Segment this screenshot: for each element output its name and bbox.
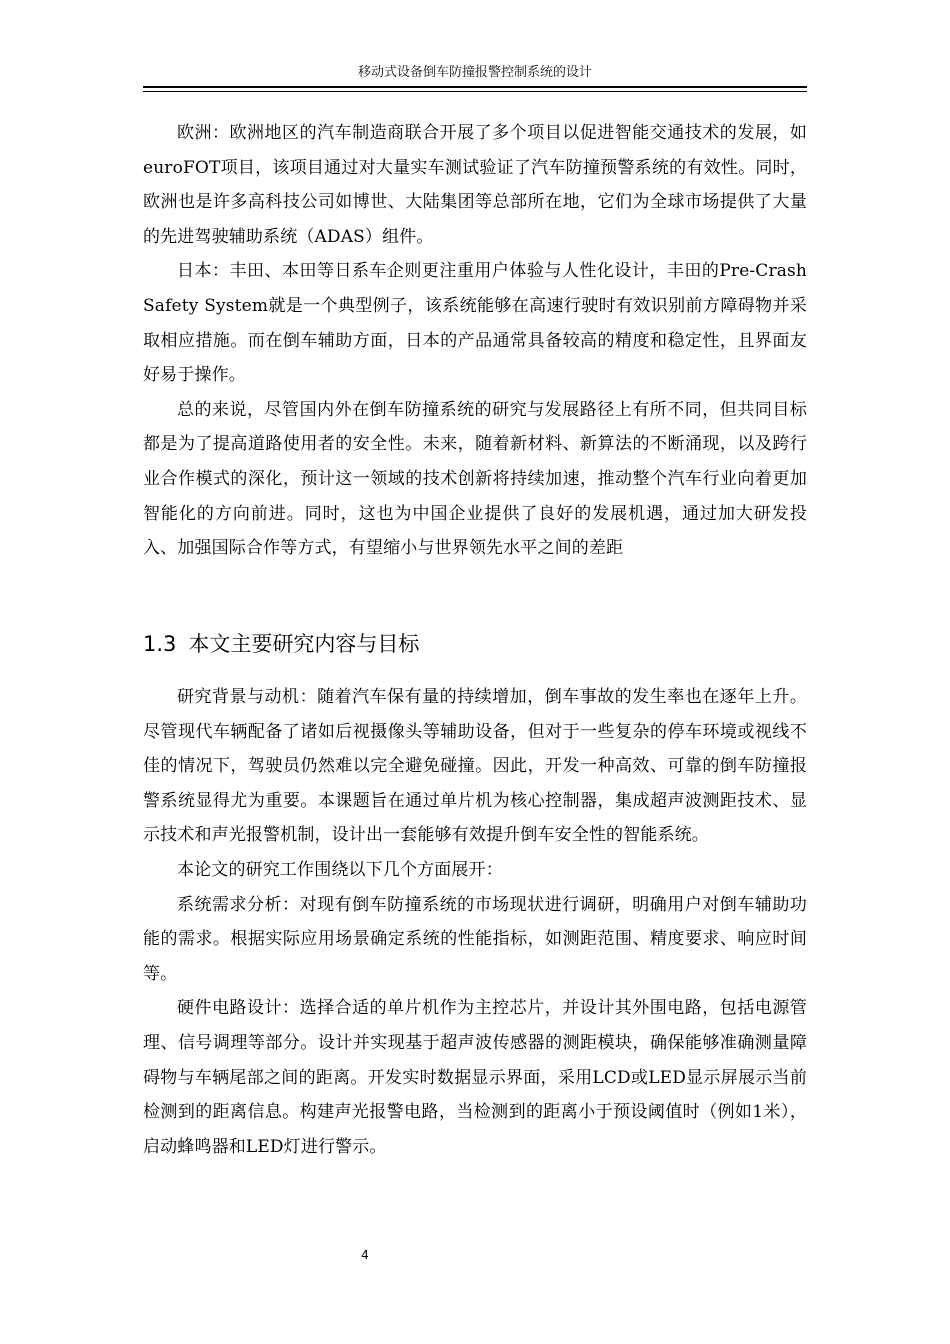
section-heading	[143, 626, 419, 662]
section-title: 本文主要研究内容与目标	[188, 632, 420, 656]
running-header: 移动式设备倒车防撞报警控制系统的设计	[357, 65, 592, 80]
header-rule-thick	[143, 86, 807, 88]
header-rule-thin	[143, 91, 807, 92]
section-number: 1.3	[143, 632, 177, 656]
paragraph-requirements: 系统需求分析：对现有倒车防撞系统的市场现状进行调研，明确用户对倒车辅助功能的需求。根据实际应用场景确定系统的性能指标，如测距范围、精度要求、响应时间等。	[143, 894, 807, 984]
page-number: 4	[361, 1248, 369, 1262]
paragraph-work-intro: 本论文的研究工作围绕以下几个方面展开：	[177, 859, 503, 880]
body-text-after-section	[143, 680, 807, 1164]
body-text-before-section	[143, 116, 807, 566]
paragraph-summary: 总的来说，尽管国内外在倒车防撞系统的研究与发展路径上有所不同，但共同目标都是为了提高道路使用者的安全性。未来，随着新材料、新算法的不断涌现，以及跨行业合作模式的深化，预计这一领域的技术创新将持续加速，推动整个汽车行业向着更加智能化的方向前进。同时，这也为中国企业提供了良好的发展机遇，通过加大研发投入、加强国际合作等方式，有望缩小与世界领先水平之间的差距	[143, 399, 807, 559]
paragraph-japan: 日本：丰田、本田等日系车企则更注重用户体验与人性化设计，丰田的Pre-Crash Safety System就是一个典型例子，该系统能够在高速行驶时有效识别前方障碍物并采取相应措施。而在倒车辅助方面，日本的产品通常具备较高的精度和稳定性，且界面友好易于操作。	[143, 261, 807, 386]
paragraph-europe: 欧洲：欧洲地区的汽车制造商联合开展了多个项目以促进智能交通技术的发展，如euroFOT项目，该项目通过对大量实车测试验证了汽车防撞预警系统的有效性。同时，欧洲也是许多高科技公司如博世、大陆集团等总部所在地，它们为全球市场提供了大量的先进驾驶辅助系统（ADAS）组件。	[143, 123, 807, 247]
paragraph-background: 研究背景与动机：随着汽车保有量的持续增加，倒车事故的发生率也在逐年上升。尽管现代车辆配备了诸如后视摄像头等辅助设备，但对于一些复杂的停车环境或视线不佳的情况下，驾驶员仍然难以完全避免碰撞。因此，开发一种高效、可靠的倒车防撞报警系统显得尤为重要。本课题旨在通过单片机为核心控制器，集成超声波测距技术、显示技术和声光报警机制，设计出一套能够有效提升倒车安全性的智能系统。	[143, 687, 807, 846]
paragraph-hardware: 硬件电路设计：选择合适的单片机作为主控芯片，并设计其外围电路，包括电源管理、信号调理等部分。设计并实现基于超声波传感器的测距模块，确保能够准确测量障碍物与车辆尾部之间的距离。开发实时数据显示界面，采用LCD或LED显示屏展示当前检测到的距离信息。构建声光报警电路，当检测到的距离小于预设阈值时（例如1米），启动蜂鸣器和LED灯进行警示。	[143, 998, 807, 1157]
